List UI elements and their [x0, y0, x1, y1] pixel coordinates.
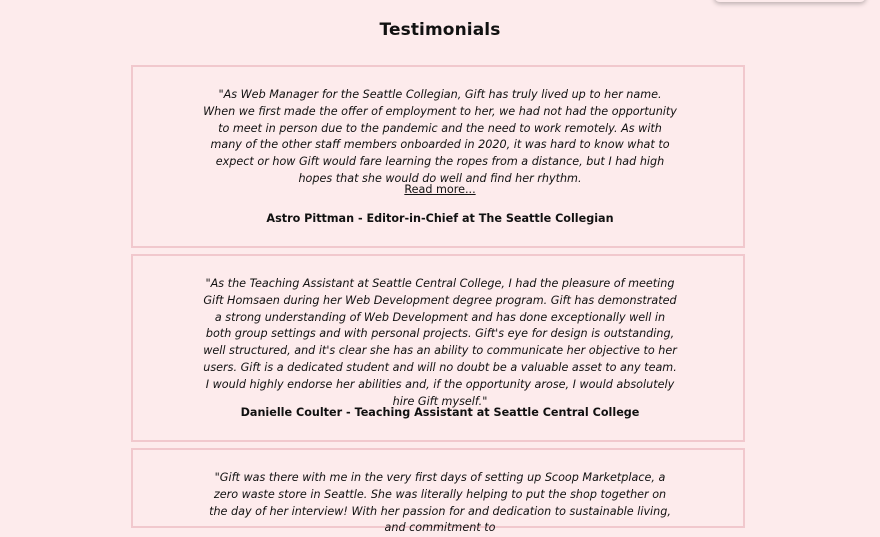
- read-more-link[interactable]: Read more...: [404, 183, 476, 196]
- floating-popup-edge: [714, 0, 866, 2]
- testimonial-card: [131, 254, 745, 442]
- testimonial-quote: "As Web Manager for the Seattle Collegian, Gift has truly lived up to her name. When we first made the offer of employment to her, we had not had the opportunity to meet in person due to the pandemic and the need to work remotely. As with many of the other staff members onboarded in 2020, it was hard to know what to expect or how Gift would fare learning the ropes from a distance, but I had high hopes that she would do well and find her rhythm.: [203, 88, 677, 185]
- testimonial-author: Danielle Coulter - Teaching Assistant at Seattle Central College: [240, 406, 640, 419]
- testimonial-quote: "As the Teaching Assistant at Seattle Central College, I had the pleasure of meeting Gift Homsaen during her Web Development degree program. Gift has demonstrated a strong understanding of Web Development and has done exceptionally well in both group settings and with personal projects. Gift's eye for design is outstanding, well structured, and it's clear she has an ability to communicate her objective to her users. Gift is a dedicated student and will no doubt be a valuable asset to any team. I would highly endorse her abilities and, if the opportunity arose, I would absolutely hire Gift myself.": [203, 277, 677, 408]
- testimonial-author: Astro Pittman - Editor-in-Chief at The Seattle Collegian: [266, 212, 614, 225]
- page-title: Testimonials: [379, 20, 501, 40]
- testimonial-quote: "Gift was there with me in the very first days of setting up Scoop Marketplace, a zero waste store in Seattle. She was literally helping to put the shop together on the day of her interview! With her passion for and dedication to sustainable living, and commitment to: [209, 471, 671, 535]
- testimonial-card: [131, 65, 745, 248]
- testimonial-card: [131, 448, 745, 535]
